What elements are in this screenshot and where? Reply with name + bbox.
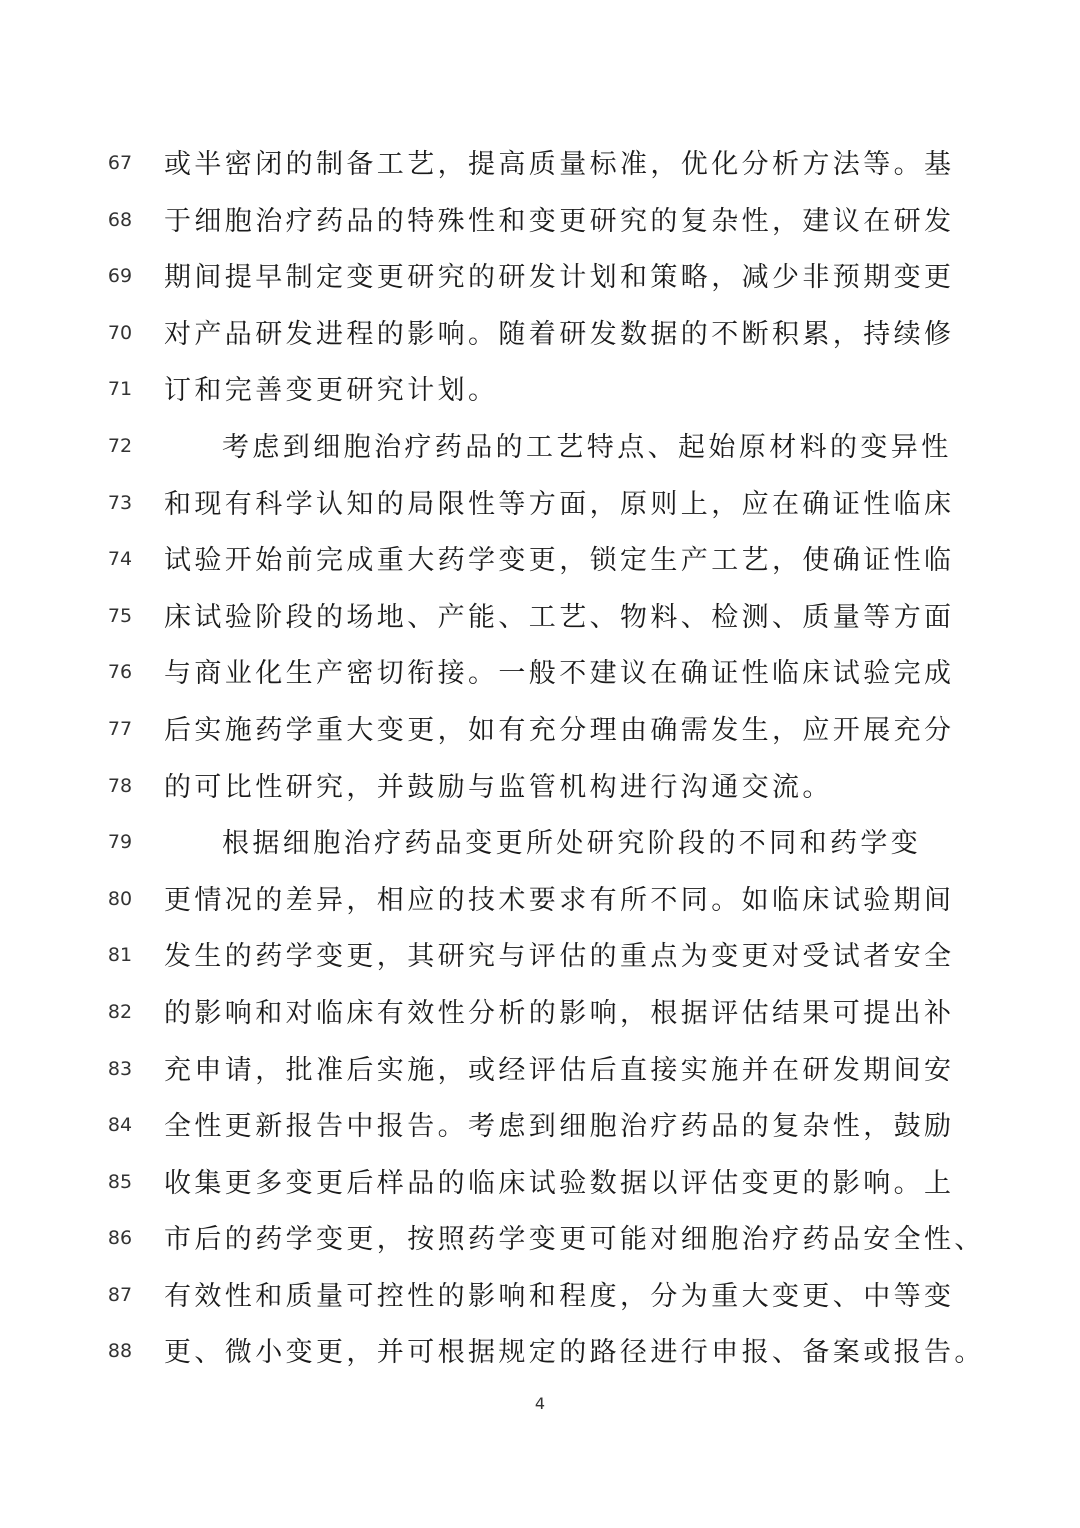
line-number: 85: [107, 1170, 133, 1193]
line-number: 81: [107, 944, 133, 967]
line-text: 市后的药学变更，按照药学变更可能对细胞治疗药品安全性、: [164, 1224, 985, 1256]
line-number: 72: [107, 434, 133, 457]
line-number: 71: [107, 378, 133, 401]
line-text: 的影响和对临床有效性分析的影响，根据评估结果可提出补: [164, 997, 955, 1029]
line-text: 与商业化生产密切衔接。一般不建议在确证性临床试验完成: [164, 658, 955, 690]
text-line: [0, 1040, 1080, 1097]
line-text: 和现有科学认知的局限性等方面，原则上，应在确证性临床: [164, 488, 955, 520]
text-line: [0, 134, 1080, 191]
line-text: 后实施药学重大变更，如有充分理由确需发生，应开展充分: [164, 714, 955, 746]
line-text: 根据细胞治疗药品变更所处研究阶段的不同和药学变: [222, 828, 922, 860]
line-text: 全性更新报告中报告。考虑到细胞治疗药品的复杂性，鼓励: [164, 1111, 955, 1143]
line-number: 79: [107, 831, 133, 854]
page-number: 4: [534, 1394, 546, 1413]
text-line: [0, 417, 1080, 474]
line-text: 试验开始前完成重大药学变更，锁定生产工艺，使确证性临: [164, 545, 955, 577]
line-number: 82: [107, 1000, 133, 1023]
text-line: [0, 813, 1080, 870]
line-number: 78: [107, 774, 133, 797]
text-line: [0, 757, 1080, 814]
line-text: 更、微小变更，并可根据规定的路径进行申报、备案或报告。: [164, 1337, 985, 1369]
line-number: 67: [107, 152, 133, 174]
line-number: 77: [107, 717, 133, 740]
text-line: [0, 360, 1080, 417]
line-number: 83: [107, 1057, 133, 1080]
line-number: 70: [107, 321, 133, 344]
line-number: 73: [107, 491, 133, 514]
line-text: 订和完善变更研究计划。: [164, 375, 499, 407]
text-body: [0, 134, 1080, 1379]
text-line: [0, 247, 1080, 304]
line-text: 或半密闭的制备工艺，提高质量标准，优化分析方法等。基: [164, 149, 955, 180]
line-text: 发生的药学变更，其研究与评估的重点为变更对受试者安全: [164, 941, 955, 973]
line-number: 76: [107, 661, 133, 684]
line-text: 对产品研发进程的影响。随着研发数据的不断积累，持续修: [164, 318, 955, 350]
line-number: 84: [107, 1114, 133, 1137]
line-text: 收集更多变更后样品的临床试验数据以评估变更的影响。上: [164, 1167, 955, 1199]
line-text: 更情况的差异，相应的技术要求有所不同。如临床试验期间: [164, 884, 955, 916]
text-line: [0, 1096, 1080, 1153]
text-line: [0, 191, 1080, 248]
line-number: 86: [107, 1227, 133, 1250]
line-text: 于细胞治疗药品的特殊性和变更研究的复杂性，建议在研发: [164, 205, 955, 237]
text-line: [0, 1322, 1080, 1379]
line-text: 期间提早制定变更研究的研发计划和策略，减少非预期变更: [164, 262, 955, 294]
line-text: 充申请，批准后实施，或经评估后直接实施并在研发期间安: [164, 1054, 955, 1086]
text-line: [0, 1266, 1080, 1323]
line-number: 69: [107, 265, 133, 288]
text-line: [0, 587, 1080, 644]
line-text: 有效性和质量可控性的影响和程度，分为重大变更、中等变: [164, 1280, 955, 1312]
text-line: [0, 1153, 1080, 1210]
line-number: 87: [107, 1283, 133, 1306]
line-text: 的可比性研究，并鼓励与监管机构进行沟通交流。: [164, 771, 833, 803]
line-number: 75: [107, 604, 133, 627]
line-number: 68: [107, 208, 133, 231]
line-number: 88: [107, 1340, 133, 1363]
line-text: 考虑到细胞治疗药品的工艺特点、起始原材料的变异性: [222, 431, 952, 463]
text-line: [0, 304, 1080, 361]
line-number: 80: [107, 887, 133, 910]
text-line: [0, 983, 1080, 1040]
text-line: [0, 530, 1080, 587]
text-line: [0, 870, 1080, 927]
text-line: [0, 700, 1080, 757]
line-number: 74: [107, 548, 133, 571]
text-line: [0, 1209, 1080, 1266]
text-line: [0, 474, 1080, 531]
text-line: [0, 643, 1080, 700]
text-line: [0, 926, 1080, 983]
line-text: 床试验阶段的场地、产能、工艺、物料、检测、质量等方面: [164, 601, 955, 633]
